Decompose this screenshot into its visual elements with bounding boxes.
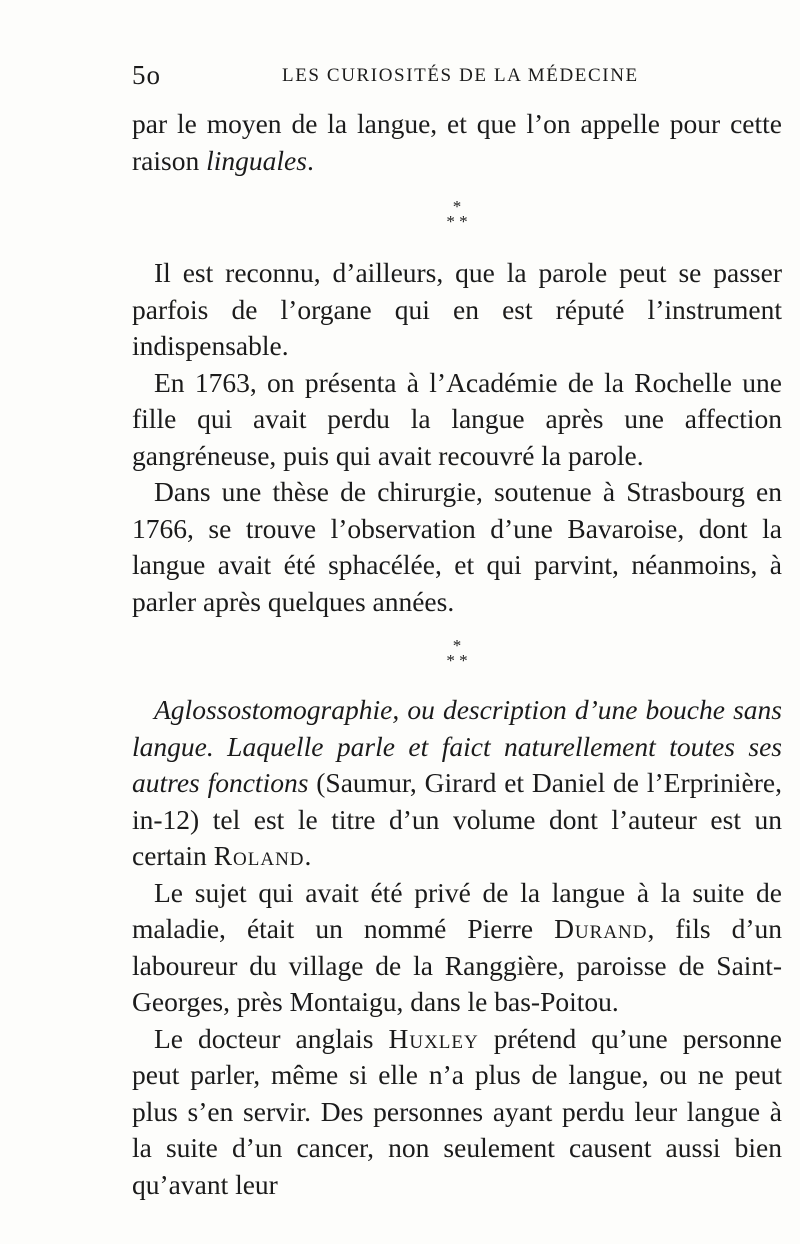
paragraph-1-italic: linguales [206, 144, 307, 176]
book-title-italic: Aglossostomographie, ou description d’une bouche sans langue. Laquelle parle et faict naturellement toutes ses autres fonctions [132, 694, 782, 798]
paragraph-huxley [132, 1021, 782, 1204]
paragraph: En 1763, on présenta à l’Académie de la Rochelle une fille qui avait perdu la langue après une affection gangréneuse, puis qui avait recouvré la parole. [132, 366, 782, 471]
paragraph: Dans une thèse de chirurgie, soutenue à Strasbourg en 1766, se trouve l’observation d’une Bavaroise, dont la langue avait été sphacélée, et qui parvint, néanmoins, à parler après quelques années. [132, 476, 782, 617]
paragraph-1-end: . [306, 144, 314, 176]
paragraph-continuation [132, 106, 782, 179]
asterism-top: * [452, 636, 462, 655]
asterism-divider [132, 638, 782, 668]
paragraph-6-text: Le sujet qui avait été privé de la langue à la suite de maladie, était un nommé Pierre [132, 876, 782, 944]
author-name: Roland [213, 840, 305, 871]
paragraph-7-text: Le docteur anglais [154, 1022, 389, 1054]
asterism-bottom: * * [446, 651, 468, 670]
person-name: Durand [554, 913, 648, 944]
paragraph-5-end: . [304, 840, 312, 871]
running-title: LES CURIOSITÉS DE LA MÉDECINE [282, 65, 639, 86]
paragraph-7-rest: prétend qu’une personne peut parler, même si elle n’a plus de langue, ou ne peut plus s’en servir. Des personnes ayant perdu leur langue à la suite d’un cancer, non seulement causent aussi bien qu’avant leur [132, 1022, 782, 1200]
paragraph-book-title [132, 692, 782, 875]
running-head [132, 60, 782, 90]
book-title-details: (Saumur, Girard et Daniel de l’Erprinière, in-12) tel est le titre d’un volume dont l’auteur est un certain [132, 767, 783, 871]
paragraph-6-rest: , fils d’un laboureur du village de la Ranggière, paroisse de Saint-Georges, près Montaigu, dans le bas-Poitou. [132, 913, 782, 1017]
paragraph: Il est reconnu, d’ailleurs, que la parole peut se passer parfois de l’organe qui en est réputé l’instrument indispensable. [132, 257, 782, 361]
asterism-top: * [452, 197, 462, 216]
paragraph-1-text: par le moyen de la langue, et que l’on appelle pour cette raison [132, 108, 782, 176]
person-name: Huxley [388, 1022, 479, 1054]
body-text [132, 106, 782, 1203]
asterism-divider [132, 199, 782, 229]
asterism-bottom: * * [446, 212, 468, 231]
page-number: 5o [132, 60, 161, 90]
paragraph-durand [132, 875, 782, 1021]
